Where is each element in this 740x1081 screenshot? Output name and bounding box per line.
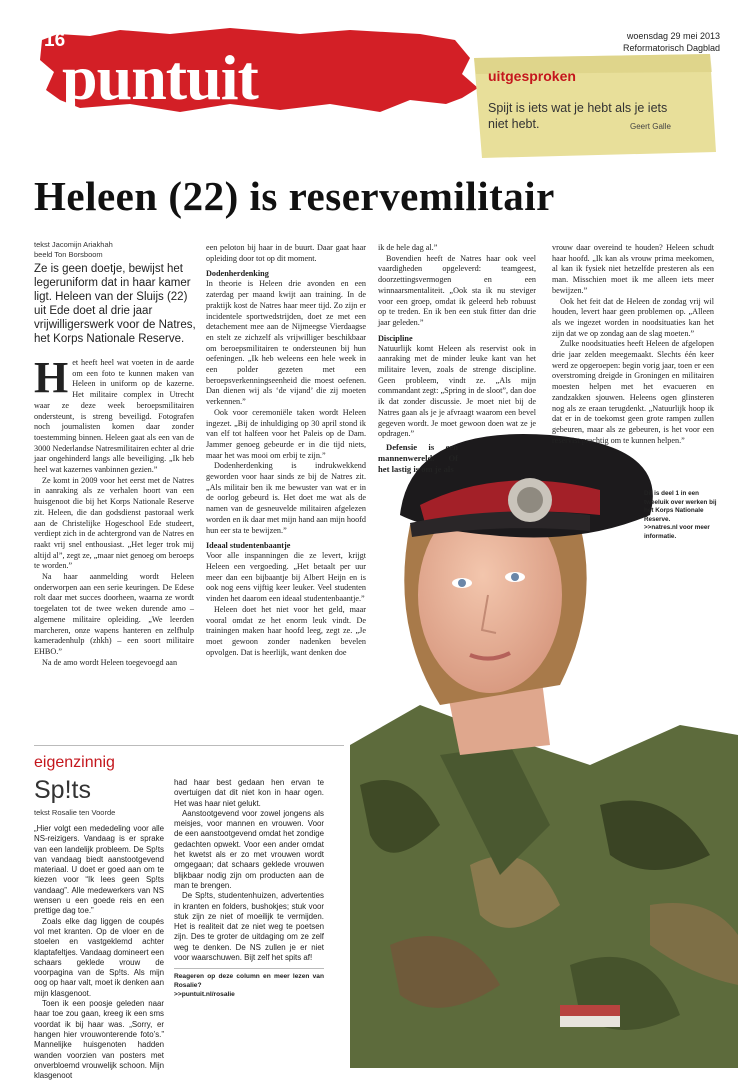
quote-author: Geert Galle	[630, 122, 671, 131]
photo-credit: beeld Ton Borsboom	[34, 250, 103, 259]
text-credit: tekst Jacomijn Ariakhah	[34, 240, 113, 249]
subheading: Ideaal studentenbaantje	[206, 541, 291, 551]
divider	[34, 745, 344, 746]
column-footer: Reageren op deze column en meer lezen van Rosalie?	[174, 973, 324, 989]
column-label: eigenzinnig	[34, 754, 115, 771]
article-intro: Ze is geen doetje, bewijst het legeruniform dat in haar kamer ligt. Heleen van der Sluijs (22) uit Ede doet al drie jaar vrijwilligerswerk voor de Natres, het Korps Nationale Reserve.	[34, 263, 196, 345]
paragraph: Zulke noodsituaties heeft Heleen de afgelopen drie jaar zelden meegemaakt. Slechts één keer werd ze opgeroepen: begin vorig jaar, toen er een overstroming dreigde in Groningen en militairen moesten helpen met het evacueren en zandzakken sjouwen. Heleens ogen glinsteren nog als ze eraan terugdenkt. „Natuurlijk hoop ik dat er in de toekomst geen grote rampen zullen gebeuren, maar als ze gebeuren, is het voor een reservist prachtig om te kunnen helpen.”	[552, 339, 714, 445]
paragraph: vrouw daar overeind te houden? Heleen schudt haar hoofd. „Ik kan als vrouw prima meekomen, al kan ik fysiek niet hetzelfde presteren als een man. Misschien moet ik me alleen iets meer bewijzen.”	[552, 243, 714, 295]
caption-text: Dit is deel 1 in een tweeluik over werken bij het Korps Nationale Reserve.	[644, 490, 717, 523]
drop-cap: H	[34, 353, 69, 402]
paragraph: Aanstootgevend voor zowel jongens als meisjes, voor mannen en vrouwen. Voor de een aanstootgevend omdat het zondige gedachten opwekt. Voor een ander omdat het kwetst als er zo met vrouwen wordt omgegaan; dat schaars geklede vrouwen blijkbaar nodig zijn om producten aan de man te brengen.	[174, 808, 324, 890]
paragraph: Toen ik een poosje geleden naar haar toe zou gaan, kreeg ik een sms voordat ik bij haar was. „Sorry, er hangen hier vrouwonterende foto’s.” Mannelijke huisgenoten hadden wanden voorzien van posters met onverbloemd vrouwelijk schoon. Mijn klasgenoot	[34, 999, 164, 1081]
column-credit: tekst Rosalie ten Voorde	[34, 808, 116, 817]
column-title: Sp!ts	[34, 776, 91, 804]
paragraph: een peloton bij haar in de buurt. Daar gaat haar opleiding door tot op dit moment.	[206, 243, 366, 263]
article-column-1	[34, 353, 194, 668]
subheading: Discipline	[378, 333, 413, 343]
page-number: 16	[44, 30, 66, 51]
pull-quote: Defensie is een mannenwereld. Of het lastig is om je als	[378, 441, 458, 474]
paragraph: Bovendien heeft de Natres haar ook veel vaardigheden opgeleverd: teamgeest, doorzettingsvermogen en een winnaarsmentaliteit. „Ook sta ik nu steviger voor een groep, omdat ik geleerd heb robuust op te treden. En ik ben een stuk fitter dan drie jaar geleden.”	[378, 253, 536, 327]
column-link[interactable]: >>puntuit.nl/rosalie	[174, 990, 235, 998]
article-column-3	[378, 243, 536, 475]
paragraph: Dodenherdenking is indrukwekkend geworden voor haar sinds ze bij de Natres zit. „Als militair ben ik me bewuster van wat er in de oorlog gebeurd is. Het doet me wat als de namen van de gesneuvelde militairen afgelezen worden en ik daar met mijn hand aan mijn hoofd hun eer sta te bewijzen.”	[206, 461, 366, 535]
date: woensdag 29 mei 2013	[626, 31, 720, 41]
paragraph: Voor alle inspanningen die ze levert, krijgt Heleen een vergoeding. „Het betaalt per uur meer dan een bijbaantje bij Albert Heijn en is ook nog eens vijftig keer leuker. Veel studenten vinden het daarom een ideaal studentenbaantje.”	[206, 551, 366, 604]
paragraph: „Hier volgt een mededeling voor alle NS-reizigers. Vandaag is er sprake van een landelijk probleem. De Sp!ts van vandaag biedt aanstootgevend materiaal. U doet er goed aan om te kiezen voor “Ik lees geen Sp!ts vandaag”. Alle medewerkers van NS wensen u een goede reis en een prettige dag toe.”	[34, 824, 164, 916]
paragraph: Na de amo wordt Heleen toegevoegd aan	[42, 657, 178, 667]
paragraph: Na haar aanmelding wordt Heleen onderworpen aan een serie keuringen. De Edese rolt daar met succes doorheen, waarna ze wordt toegelaten tot de twee weken durende amo – algemene militaire opleiding. „We leerden marcheren, onze wapens hanteren en zelfhulp kameradenhulp (zhkh) – een soort militaire EHBO.”	[34, 572, 194, 656]
column-text-2	[174, 778, 324, 999]
quote-text: Spijt is iets wat je hebt als je iets niet hebt.	[488, 101, 668, 131]
paragraph: ik de hele dag al.”	[378, 243, 438, 252]
caption-link[interactable]: >>natres.nl voor meer informatie.	[644, 524, 710, 540]
paragraph: Heleen doet het niet voor het geld, maar vooral omdat ze het enorm leuk vindt. De trainingen maken haar hoofd leeg, zegt ze. „Je moet gewoon zonder nadenken bevelen opvolgen. Dat is heerlijk, want denken doe	[206, 604, 366, 657]
paragraph: Natuurlijk komt Heleen als reservist ook in aanraking met de minder leuke kant van het militaire leven, zoals de strenge discipline. Geen probleem, vindt ze. „Als mijn commandant zegt: „Spring in de sloot”, dan doe ik dat zonder discussie. Je moet niet bij de Natres gaan als je je afvraagt waarom een bevel gegeven wordt. Je moet gewoon doen wat ze je opdragen.”	[378, 343, 536, 439]
divider	[174, 968, 324, 969]
paragraph: Ze komt in 2009 voor het eerst met de Natres in aanraking als ze verhalen hoort van een huisgenoot die bij het Korps Nationale Reserve zit. Heleen, die dan godsdienst pastoraal werk aan de Christelijke Hogeschool Ede studeert, verdiept zich in de achtergrond van de Natres en raakt vrij snel enthousiast. „Het leger trok mij altijd al”, zegt ze, „maar niet genoeg om beroeps te worden.”	[34, 475, 194, 571]
paragraph: Ook voor ceremoniële taken wordt Heleen ingezet. „Bij de inhuldiging op 30 april stond ik van elf tot halfeen voor het Paleis op de Dam. Jammer genoeg gebeurde er in die tijd niets, maar het was mooi om erbij te zijn.”	[206, 407, 366, 460]
photo-caption	[644, 490, 724, 541]
subheading: Dodenherdenking	[206, 269, 269, 279]
headline: Heleen (22) is reservemilitair	[34, 173, 555, 219]
column-text-1	[34, 824, 164, 1081]
paragraph: had haar best gedaan hen ervan te overtuigen dat dit niet kon in haar ogen. Het was haar niet gelukt.	[174, 778, 324, 808]
article-column-4	[552, 243, 714, 446]
paragraph: In theorie is Heleen drie avonden en een zaterdag per maand kwijt aan training. In de praktijk kost de Natres haar meer tijd. Zo zijn er incidentele sportwedstrijden, doet ze met een detachement mee aan de Nijmeegse Vierdaagse en stelt ze zichzelf als vrijwilliger beschikbaar om beroepsmilitairen te ondersteunen bij hun oefeningen. „Ik heb weleens een hele week in een polder gezeten met een beroepsverkenningseenheid die moest oefenen. Dan dienen wij als ‘de vijand’ die zij moeten verkennen.”	[206, 279, 366, 407]
paragraph: et heeft heel wat voeten in de aarde om een foto te kunnen maken van Heleen in uniform op de kazerne. Het militaire complex in Utrecht waar ze deze week beroepsmilitairen ondersteunt, is streng beveiligd. Fotografen noch journalisten komen daar zonder toestemming binnen. Heleen gaat als een van de 3000 Nederlandse Natresmilitairen echter al drie jaar ongehinderd langs alle beveiliging. „Ik heb heel wat kazernes vanbinnen gezien.”	[34, 358, 194, 475]
article-column-2	[206, 243, 366, 658]
newspaper-name: Reformatorisch Dagblad	[622, 43, 720, 53]
dateline	[623, 30, 720, 54]
paragraph: De Sp!ts, studentenhuizen, advertenties in kranten en folders, bushokjes; stuk voor stuk zijn ze niet of moeilijk te vermijden. Het is realiteit dat ze niet weg te poetsen zijn. Des te groter de uitdaging om ze zelf weg te denken. De NS zullen je er niet voor waarschuwen. Bijt zelf het spits af!	[174, 891, 324, 963]
quote-label: uitgesproken	[488, 68, 576, 84]
section-title: puntuit	[62, 42, 258, 113]
article-credits	[34, 240, 113, 260]
paragraph: Zoals elke dag liggen de coupés vol met kranten. Op de vloer en de stoelen en vastgeklemd achter klaptafeltjes. Vandaag domineert een schaars geklede vrouw de voorpagina van de Sp!ts. Als mijn oog op haar valt, moet ik denken aan mijn klasgenoot.	[34, 916, 164, 998]
paragraph: Ook het feit dat de Heleen de zondag vrij wil houden, levert haar geen problemen op. „Alleen als we ingezet worden in noodsituaties kan het zijn dat we op zondag aan de slag moeten.”	[552, 296, 714, 338]
